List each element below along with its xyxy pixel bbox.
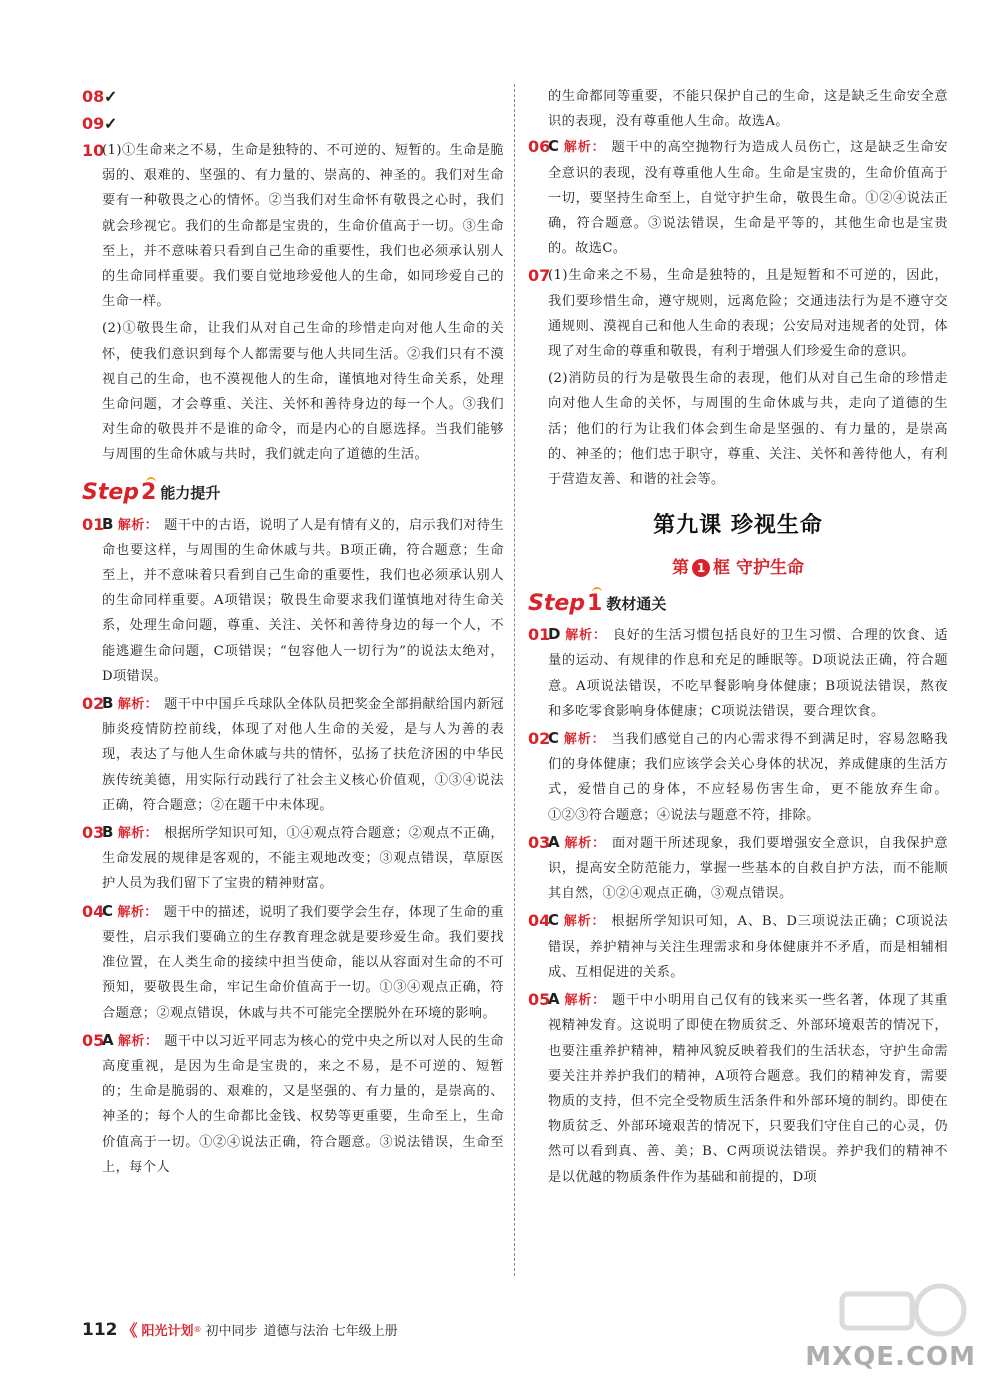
- item-number: 07: [528, 266, 551, 286]
- analysis-label: 解析：: [563, 140, 606, 156]
- item-number: 06: [528, 137, 551, 157]
- left-column: [82, 84, 504, 1182]
- answer-part-2: (2)①敬畏生命，让我们从对自己生命的珍惜走向对他人生命的关怀，使我们意识到每个人都需要与他人共同生活。②我们只有不漠视自己的生命，也不漠视他人的生命，谨慎地对待生命关系，处理生命问题，才会尊重、关注、关怀和善待身边的每一个人。③我们对生命的敬畏并不是谁的命令，而是内心的自愿选择。当我们能够与周围的生命休戚与共时，我们就走向了道德的生活。: [102, 321, 504, 463]
- item-number: 01: [528, 625, 551, 645]
- answer-letter: B: [102, 694, 114, 713]
- answer-part-1: (1)生命来之不易，生命是独特的，且是短暂和不可逆的，因此，我们要珍惜生命，遵守规则，远离危险；交通违法行为是不遵守交通规则、漠视自己和他人生命的表现；公安局对违规者的处罚，体现了对生命的尊重和敬畏，有利于增强人们珍爱生命的意识。: [548, 268, 948, 360]
- item-number: 04: [82, 901, 105, 921]
- step1-item-01: [528, 622, 948, 724]
- item-number: 10: [82, 141, 105, 160]
- analysis-text: 题干中的描述，说明了我们要学会生存，体现了生命的重要性，启示我们要确立的生存教育理念就是要珍爱生命。我们要找准位置，在人类生命的接续中担当使命，能以从容面对生命的不可预知，要敬畏生命，牢记生命价值高于一切。①③④观点正确，符合题意；②观点错误，休戚与共不可能完全摆脱外在环境的影响。: [102, 904, 505, 1021]
- answer-letter: A: [548, 990, 561, 1009]
- watermark-text: MXQE.COM: [805, 1342, 976, 1372]
- double-chevron-icon: 《: [121, 1321, 138, 1340]
- analysis-label: 解析：: [117, 826, 159, 842]
- item-number: 08: [82, 87, 105, 106]
- step1-item-02: [528, 726, 948, 828]
- analysis-label: 解析：: [118, 1033, 159, 1049]
- answer-item-08: [82, 84, 504, 109]
- subject-name: 道德与法治 七年级上册: [263, 1324, 398, 1339]
- answer-letter: C: [548, 911, 560, 930]
- analysis-label: 解析：: [564, 835, 606, 851]
- item-number: 05: [528, 990, 551, 1010]
- answer-part-2: (2)消防员的行为是敬畏生命的表现，他们从对自己生命的珍惜走向对他人生命的关怀，与周围的生命休戚与共，走向了道德的生活；他们的行为让我们体会到生命是坚强的、有力量的，是崇高的、神圣的；他们忠于职守，尊重、关注、关怀和善待他人，有利于营造友善、和谐的社会等。: [548, 371, 948, 488]
- step2-item-01: [82, 512, 504, 689]
- step1-item-05: [528, 987, 948, 1190]
- page-number: 112: [82, 1319, 118, 1340]
- answer-part-1: (1)①生命来之不易，生命是独特的、不可逆的、短暂的。生命是脆弱的、艰难的、坚强的、有力量的、崇高的、神圣的。我们对生命要有一种敬畏之心的情怀。②当我们对生命怀有敬畏之心时，我们就会珍视它。我们的生命都是宝贵的，生命价值高于一切。③生命至上，并不意味着只看到自己生命的重要性，我们也必须承认别人的生命同样重要。我们要自觉地珍爱他人的生命，如同珍爱自己的生命一样。: [102, 143, 504, 310]
- answer-letter: C: [548, 729, 560, 748]
- step1-item-03: [528, 830, 948, 907]
- step-title: 能力提升: [160, 484, 221, 503]
- analysis-text: 根据所学知识可知，A、B、D三项说法正确；C项说法错误，养护精神与关注生理需求和身体健康并不矛盾，而是相辅相成、互相促进的关系。: [548, 914, 948, 980]
- graduation-cap-icon: [146, 477, 156, 485]
- answer-letter: C: [548, 137, 560, 156]
- page-footer: [82, 1318, 398, 1341]
- analysis-text: 题干中的古语，说明了人是有情有义的，启示我们对待生命也要这样，与周围的生命休戚与共。B项正确，符合题意；生命至上，并不意味着只看到自己生命的重要性，我们也必须承认别人的生命同样重要。A项错误；敬畏生命要求我们谨慎地对待生命关系，处理生命问题，尊重、关注、关怀和善待身边的每一个人，不能逃避生命问题，C项错误；“包容他人一切行为”的说法太绝对，D项错误。: [102, 517, 505, 684]
- analysis-label: 解析：: [117, 517, 159, 533]
- analysis-label: 解析：: [564, 993, 606, 1009]
- frame-title: [528, 553, 948, 578]
- item-number: 03: [82, 823, 105, 843]
- answer-letter: A: [548, 832, 561, 851]
- analysis-label: 解析：: [117, 904, 158, 920]
- step1-item-04: [528, 908, 948, 985]
- item-number: 05: [82, 1030, 105, 1050]
- frame-number: 1: [692, 559, 710, 577]
- step-number: 1: [587, 590, 603, 616]
- item-number: 01: [82, 514, 105, 534]
- graduation-cap-icon: [592, 587, 602, 595]
- step2-item-02: [82, 691, 504, 818]
- answer-letter: A: [102, 1030, 115, 1049]
- checkmark-icon: ✓: [104, 114, 118, 133]
- column-divider: [514, 84, 515, 1276]
- answer-letter: C: [102, 901, 114, 920]
- step-number: 2: [141, 480, 157, 506]
- checkmark-icon: ✓: [104, 87, 118, 106]
- series-name: 初中同步: [205, 1324, 258, 1339]
- step-word: Step: [528, 590, 586, 616]
- brand-name: 阳光计划: [141, 1324, 194, 1339]
- analysis-label: 解析：: [564, 628, 607, 644]
- registered-mark: ®: [193, 1325, 202, 1334]
- step2-item-03: [82, 820, 504, 897]
- analysis-label: 解析：: [563, 732, 606, 748]
- answer-letter: B: [102, 823, 114, 842]
- item-number: 04: [528, 911, 551, 931]
- analysis-text: 良好的生活习惯包括良好的卫生习惯、合理的饮食、适量的运动、有规律的作息和充足的睡眠等。D项说法正确，符合题意。A项说法错误，不吃早餐影响身体健康；B项说法错误，熬夜和多吃零食影响身体健康；C项说法错误，要合理饮食。: [548, 628, 948, 719]
- analysis-text: 当我们感觉自己的内心需求得不到满足时，容易忽略我们的身体健康；我们应该学会关心身体的状况，养成健康的生活方式，爱惜自己的身体，不应轻易伤害生命，更不能放弃生命。①②③符合题意；④说法与题意不符，排除。: [548, 732, 948, 823]
- analysis-text: 根据所学知识可知，①④观点符合题意；②观点不正确，生命发展的规律是客观的，不能主观地改变；③观点错误，草原医护人员为我们留下了宝贵的精神财富。: [102, 826, 505, 892]
- frame-suffix: 框 守护生命: [713, 558, 804, 579]
- step2-item-05: [82, 1028, 504, 1180]
- lesson-title: 第九课 珍视生命: [653, 513, 823, 539]
- step-word: Step: [82, 480, 140, 506]
- analysis-text: 面对题干所述现象，我们要增强安全意识，自我保护意识，提高安全防范能力，掌握一些基本的自救自护方法，而不能顺其自然，①②④观点正确，③观点错误。: [548, 835, 948, 902]
- answer-item-09: [82, 111, 504, 136]
- analysis-text: 题干中以习近平同志为核心的党中央之所以对人民的生命高度重视，是因为生命是宝贵的，来之不易，是不可逆的、短暂的；生命是脆弱的、艰难的，又是坚强的、有力量的，是崇高的、神圣的；每个人的生命都比金钱、权势等更重要，生命至上，生命价值高于一切。①②④说法正确，符合题意。③说法错误，生命至上，每个人: [102, 1033, 504, 1175]
- step-1-heading: [528, 588, 948, 618]
- step-2-heading: [82, 478, 504, 508]
- analysis-label: 解析：: [117, 697, 159, 713]
- answer-letter: D: [548, 625, 561, 644]
- analysis-text: 题干中的高空抛物行为造成人员伤亡，这是缺乏生命安全意识的表现，没有尊重他人生命。生命是宝贵的，生命价值高于一切，要坚持生命至上，自觉守护生命，敬畏生命。①②④说法正确，符合题意。③说法错误，生命是平等的，其他生命也是宝贵的。故选C。: [548, 140, 948, 257]
- continued-text: 的生命都同等重要，不能只保护自己的生命，这是缺乏生命安全意识的表现，没有尊重他人生命。故选A。: [548, 89, 948, 130]
- item-number: 02: [82, 694, 105, 714]
- answer-letter: B: [102, 514, 114, 533]
- item-number: 09: [82, 114, 105, 133]
- answer-item-07: [528, 263, 948, 364]
- item-number: 02: [528, 729, 551, 749]
- frame-prefix: 第: [672, 558, 690, 579]
- analysis-text: 题干中小明用自己仅有的钱来买一些名著，体现了其重视精神发育。这说明了即使在物质贫乏、外部环境艰苦的情况下，也要注重养护精神，精神风貌反映着我们的生活状态，守护生命需要关注并养护我们的精神，A项符合题意。我们的精神发育，需要物质的支持，但不完全受物质生活条件和外部环境的制约。即使在物质贫乏、外部环境艰苦的情况下，只要我们守住自己的心灵，仍然可以看到真、善、美；B、C两项说法错误。养护我们的精神不是以优越的物质条件作为基础和前提的，D项: [548, 993, 948, 1185]
- step2-item-04: [82, 899, 504, 1026]
- right-column: [528, 84, 948, 1192]
- answer-item-06: [528, 134, 948, 261]
- step-title: 教材通关: [606, 594, 667, 613]
- answer-item-10: [82, 138, 504, 314]
- item-number: 03: [528, 832, 551, 852]
- analysis-text: 题干中中国乒乓球队全体队员把奖金全部捐献给国内新冠肺炎疫情防控前线，体现了对他人生命的关爱，是与人为善的表现，表达了与他人生命休戚与共的情怀，弘扬了扶危济困的中华民族传统美德，用实际行动践行了社会主义核心价值观，①③④说法正确，符合题意；②在题干中未体现。: [102, 697, 505, 813]
- analysis-label: 解析：: [563, 914, 606, 930]
